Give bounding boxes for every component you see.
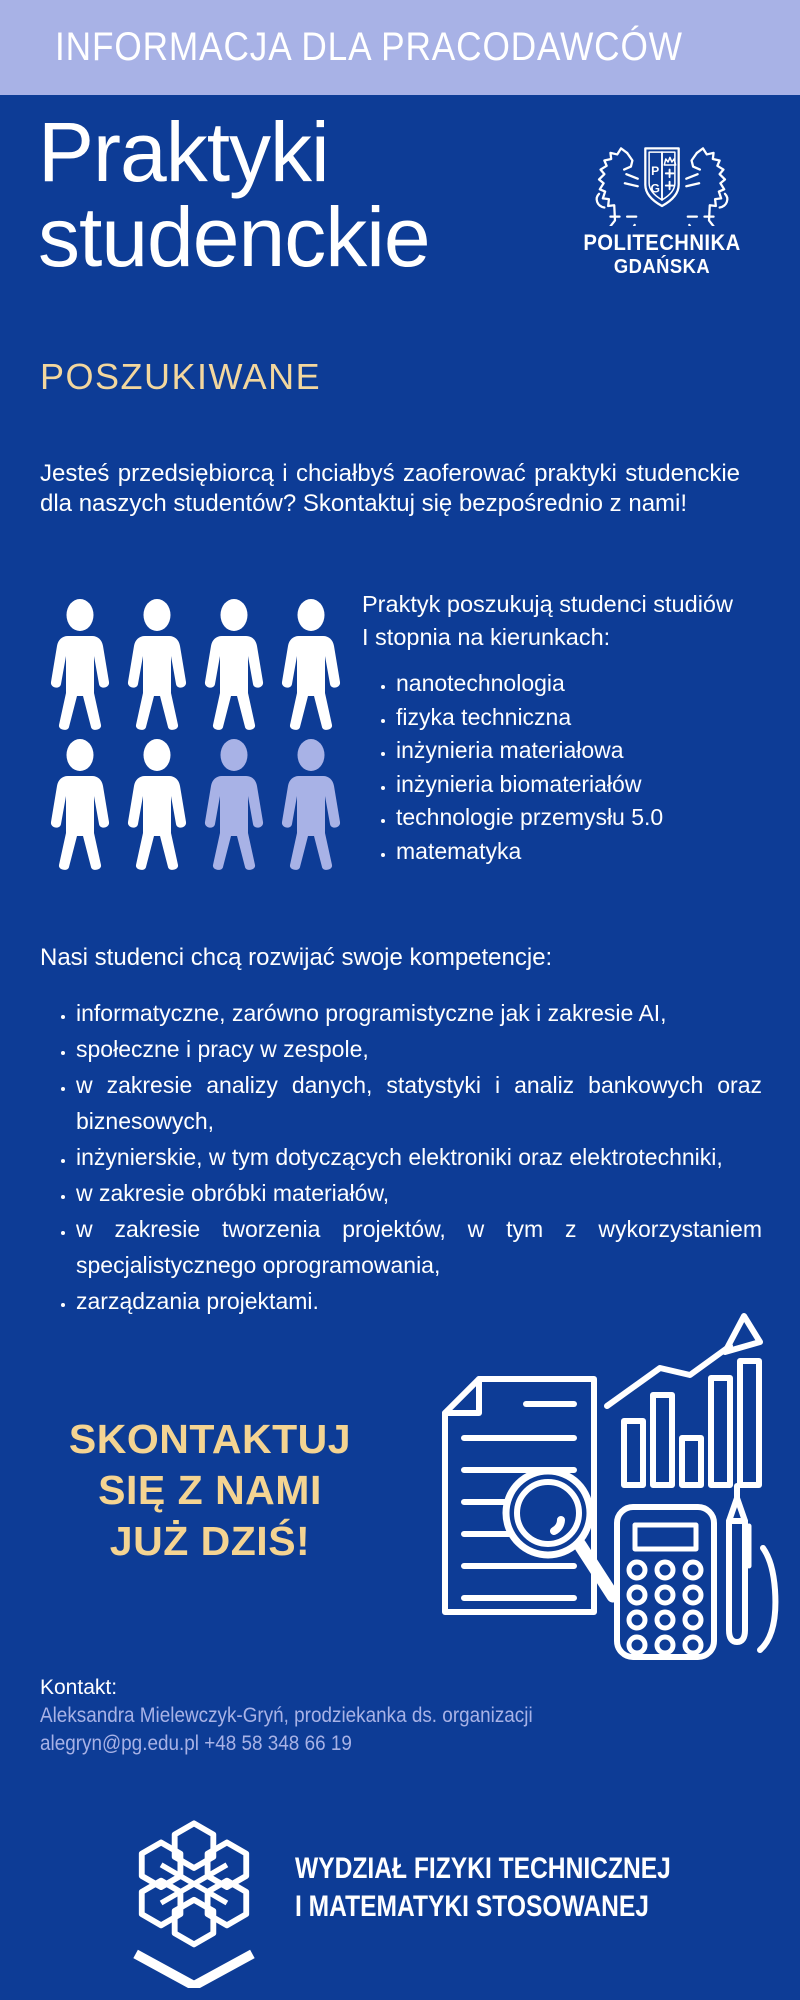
- competences-heading: Nasi studenci chcą rozwijać swoje kompetencje:: [40, 944, 553, 971]
- list-item: • w zakresie obróbki materiałów,: [76, 1175, 762, 1211]
- analysis-illustration: [408, 1308, 788, 1665]
- list-item: • w zakresie analizy danych, statystyki i analiz bankowych oraz biznesowych,: [76, 1067, 762, 1139]
- cta-line-2: SIĘ Z NAMI: [98, 1467, 322, 1513]
- list-item: • inżynieria biomateriałów: [396, 768, 772, 802]
- list-item: • inżynierskie, w tym dotyczących elektroniki oraz elektrotechniki,: [76, 1139, 762, 1175]
- person-icon: [43, 598, 117, 734]
- cta-line-3: JUŻ DZIŚ!: [109, 1518, 311, 1564]
- contact-block: [40, 1674, 587, 1758]
- list-item: • inżynieria materiałowa: [396, 734, 772, 768]
- majors-heading-line2: I stopnia na kierunkach:: [362, 624, 611, 650]
- person-icon: [274, 598, 348, 734]
- person-icon: [197, 598, 271, 734]
- list-item: • nanotechnologia: [396, 667, 772, 701]
- contact-details: alegryn@pg.edu.pl +48 58 348 66 19: [40, 1732, 352, 1755]
- list-item: • zarządzania projektami.: [76, 1283, 762, 1319]
- people-pictogram-group: [43, 598, 355, 878]
- list-item: • w zakresie tworzenia projektów, w tym z wykorzystaniem specjalistycznego oprogramowania,: [76, 1211, 762, 1283]
- person-icon: [43, 738, 117, 874]
- list-item: • informatyczne, zarówno programistyczne jak i zakresie AI,: [76, 995, 762, 1031]
- banner-text: INFORMACJA DLA PRACODAWCÓW: [55, 25, 683, 69]
- politechnika-gdanska-logo: [552, 142, 772, 279]
- lion-right-icon: [686, 148, 727, 226]
- faculty-name: [295, 1850, 753, 1926]
- lion-left-icon: [597, 148, 638, 226]
- majors-heading-line1: Praktyk poszukują studenci studiów: [362, 591, 733, 617]
- shield-letter-p: P: [651, 163, 660, 178]
- list-item: • technologie przemysłu 5.0: [396, 801, 772, 835]
- pg-crest-icon: [571, 142, 753, 226]
- title-line-1: Praktyki: [38, 105, 329, 199]
- logo-name-line1: POLITECHNIKA: [583, 230, 741, 255]
- majors-list: [362, 667, 772, 868]
- molecule-icon: [125, 1818, 263, 1988]
- faculty-name-line1: WYDZIAŁ FIZYKI TECHNICZNEJ: [295, 1852, 671, 1885]
- majors-heading: [362, 588, 772, 654]
- poster-title: [38, 105, 430, 284]
- chevron-icon: [136, 1954, 253, 1986]
- contact-label: Kontakt:: [40, 1676, 118, 1699]
- intro-paragraph: Jesteś przedsiębiorcą i chciałbyś zaoferować praktyki studenckie dla naszych studentów? Skontaktuj się bezpośrednio z nami!: [40, 460, 740, 517]
- faculty-logo: [125, 1818, 263, 1993]
- logo-name-line2: GDAŃSKA: [613, 256, 711, 278]
- pen-icon: [729, 1486, 775, 1650]
- cta-heading: [32, 1414, 388, 1567]
- person-icon: [120, 738, 194, 874]
- shield-letter-g: G: [650, 181, 660, 196]
- calculator-icon: [617, 1507, 714, 1657]
- list-item: • społeczne i pracy w zespole,: [76, 1031, 762, 1067]
- faculty-name-line2: I MATEMATYKI STOSOWANEJ: [295, 1890, 649, 1923]
- subtitle-poszukiwane: POSZUKIWANE: [40, 356, 322, 397]
- person-icon-highlighted: [274, 738, 348, 874]
- competences-list: [40, 995, 762, 1319]
- majors-section: [362, 588, 772, 868]
- title-line-2: studenckie: [38, 190, 430, 284]
- contact-person: Aleksandra Mielewczyk-Gryń, prodziekanka ds. organizacji: [40, 1704, 533, 1727]
- employer-info-banner: [0, 0, 800, 95]
- competences-section: [40, 944, 762, 1319]
- person-icon-highlighted: [197, 738, 271, 874]
- cta-line-1: SKONTAKTUJ: [68, 1416, 352, 1462]
- person-icon: [120, 598, 194, 734]
- list-item: • matematyka: [396, 835, 772, 869]
- list-item: • fizyka techniczna: [396, 701, 772, 735]
